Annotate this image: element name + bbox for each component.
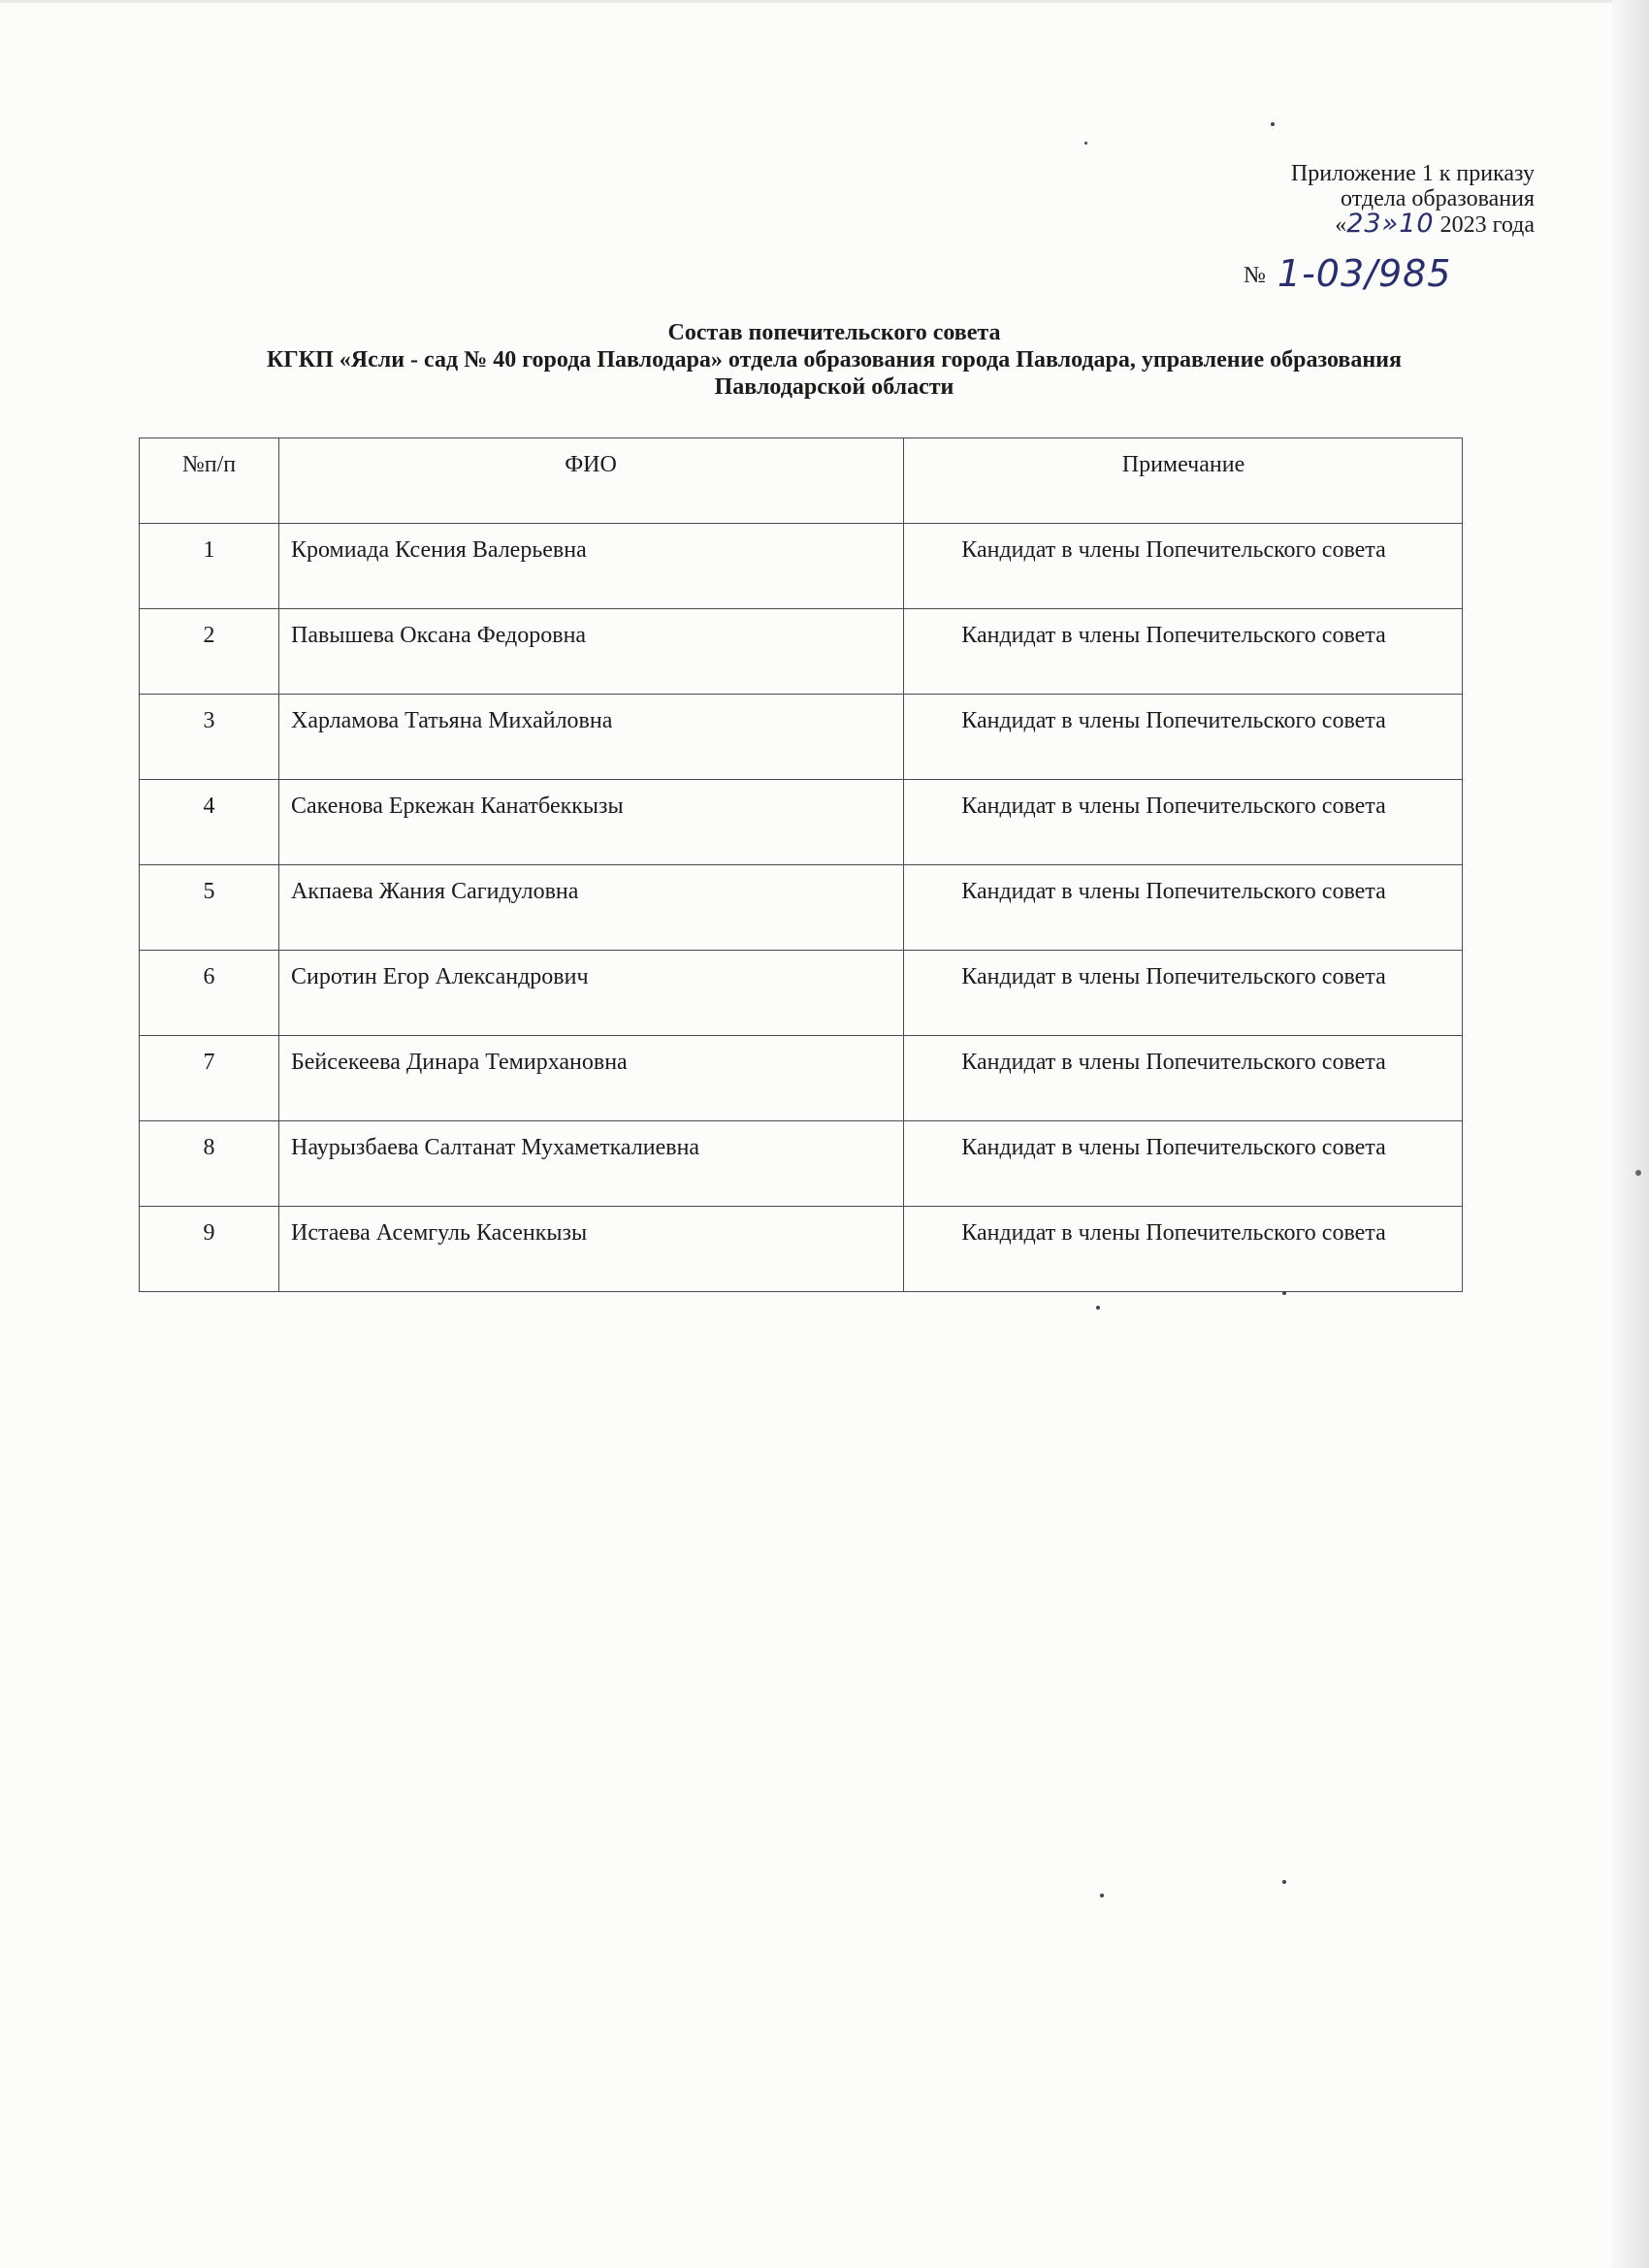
row-number: 4 <box>140 780 279 865</box>
table-row <box>140 1036 1463 1121</box>
handwritten-date: 23»10 <box>1346 209 1435 239</box>
attachment-note <box>991 161 1535 238</box>
row-note: Кандидат в члены Попечительского совета <box>904 524 1463 609</box>
title-line-2: КГКП «Ясли - сад № 40 города Павлодара» отдела образования города Павлодара, управление образования <box>267 347 1402 373</box>
document-title <box>146 319 1523 401</box>
table-row <box>140 951 1463 1036</box>
scan-speck <box>1635 1170 1641 1176</box>
row-note: Кандидат в члены Попечительского совета <box>904 1121 1463 1207</box>
attachment-line-1: Приложение 1 к приказу <box>1290 161 1535 186</box>
row-number: 8 <box>140 1121 279 1207</box>
row-number: 9 <box>140 1207 279 1292</box>
page-top-edge <box>0 0 1649 3</box>
attachment-line-2: отдела образования <box>1341 186 1535 211</box>
row-name: Кромиада Ксения Валерьевна <box>279 524 904 609</box>
table-row <box>140 609 1463 695</box>
scan-speck <box>1271 122 1275 126</box>
scan-speck <box>1100 1894 1104 1897</box>
row-note: Кандидат в члены Попечительского совета <box>904 1036 1463 1121</box>
row-name: Павышева Оксана Федоровна <box>279 609 904 695</box>
date-suffix: 2023 года <box>1439 212 1535 238</box>
scan-speck <box>1084 142 1087 145</box>
table-row <box>140 1121 1463 1207</box>
table-row <box>140 865 1463 951</box>
row-note: Кандидат в члены Попечительского совета <box>904 780 1463 865</box>
table-row <box>140 1207 1463 1292</box>
table-row <box>140 524 1463 609</box>
handwritten-order-number: 1-03/985 <box>1277 252 1452 295</box>
header-number: №п/п <box>140 438 279 524</box>
row-name: Сиротин Егор Александрович <box>279 951 904 1036</box>
header-note: Примечание <box>904 438 1463 524</box>
row-number: 6 <box>140 951 279 1036</box>
council-members-table <box>139 437 1463 1292</box>
row-note: Кандидат в члены Попечительского совета <box>904 865 1463 951</box>
row-number: 7 <box>140 1036 279 1121</box>
row-note: Кандидат в члены Попечительского совета <box>904 1207 1463 1292</box>
title-line-3: Павлодарской области <box>714 374 954 400</box>
row-number: 5 <box>140 865 279 951</box>
number-label: № <box>1244 263 1266 288</box>
table-row <box>140 780 1463 865</box>
row-note: Кандидат в члены Попечительского совета <box>904 609 1463 695</box>
row-name: Истаева Асемгуль Касенкызы <box>279 1207 904 1292</box>
scan-speck <box>1282 1291 1286 1295</box>
row-name: Сакенова Еркежан Канатбеккызы <box>279 780 904 865</box>
scan-edge-shadow <box>1612 0 1649 2268</box>
row-name: Бейсекеева Динара Темирхановна <box>279 1036 904 1121</box>
attachment-date-line <box>991 211 1535 238</box>
row-name: Акпаева Жания Сагидуловна <box>279 865 904 951</box>
row-number: 2 <box>140 609 279 695</box>
table-header-row <box>140 438 1463 524</box>
row-name: Наурызбаева Салтанат Мухаметкалиевна <box>279 1121 904 1207</box>
title-line-1: Состав попечительского совета <box>667 320 1001 345</box>
row-number: 1 <box>140 524 279 609</box>
header-name: ФИО <box>279 438 904 524</box>
row-note: Кандидат в члены Попечительского совета <box>904 951 1463 1036</box>
date-prefix: « <box>1335 212 1347 238</box>
scan-speck <box>1282 1880 1286 1884</box>
row-name: Харламова Татьяна Михайловна <box>279 695 904 780</box>
scan-speck <box>1096 1306 1100 1310</box>
row-note: Кандидат в члены Попечительского совета <box>904 695 1463 780</box>
table-row <box>140 695 1463 780</box>
order-number-line <box>1244 248 1452 295</box>
row-number: 3 <box>140 695 279 780</box>
